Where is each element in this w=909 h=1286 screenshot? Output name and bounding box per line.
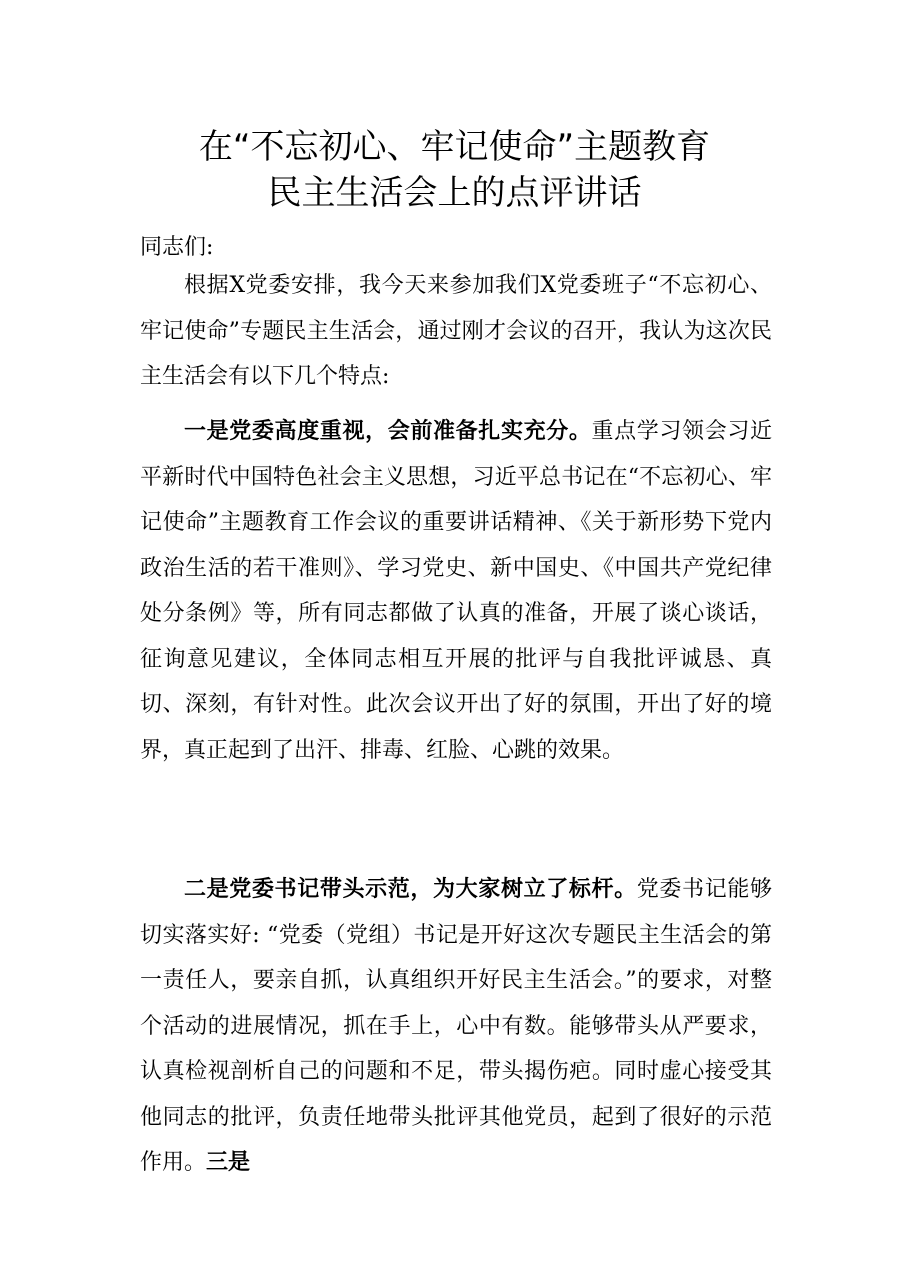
- document-title-line-1: 在“不忘初心、牢记使命”主题教育: [198, 127, 711, 167]
- document-title-line-2: 民主生活会上的点评讲话: [267, 173, 642, 213]
- paragraph-3-text: 党委书记能够切实落实好: “党委（党组）书记是开好这次专题民主生活会的第一责任人，要亲自抓，认真组织开好民主生活会。”的要求，对整个活动的进展情况，抓在手上，心中有数。能够带头从严要求，认真检视剖析自己的问题和不足，带头揭伤疤。同时虚心接受其他同志的批评，负责任地带头批评其他党员，起到了很好的示范作用。: [140, 877, 772, 1175]
- paragraph-2-lead: 一是党委高度重视，会前准备扎实充分。: [184, 419, 592, 444]
- paragraph-3-tail-lead: 三是: [206, 1150, 251, 1175]
- paragraph-1-text: 根据X党委安排，我今天来参加我们X党委班子“不忘初心、牢记使命”专题民主生活会，通过刚才会议的召开，我认为这次民主生活会有以下几个特点:: [140, 273, 772, 389]
- paragraph-2: [140, 409, 772, 773]
- paragraph-3: [140, 867, 772, 1186]
- salutation: 同志们:: [140, 235, 214, 260]
- paragraph-1: [140, 263, 772, 400]
- paragraph-2-text: 重点学习领会习近平新时代中国特色社会主义思想，习近平总书记在“不忘初心、牢记使命”主题教育工作会议的重要讲话精神、《关于新形势下党内政治生活的若干准则》、学习党史、新中国史、《中国共产党纪律处分条例》等，所有同志都做了认真的准备，开展了谈心谈话，征询意见建议，全体同志相互开展的批评与自我批评诚恳、真切、深刻，有针对性。此次会议开出了好的氛围，开出了好的境界，真正起到了出汗、排毒、红脸、心跳的效果。: [140, 419, 772, 763]
- paragraph-3-lead: 二是党委书记带头示范，为大家树立了标杆。: [184, 877, 637, 902]
